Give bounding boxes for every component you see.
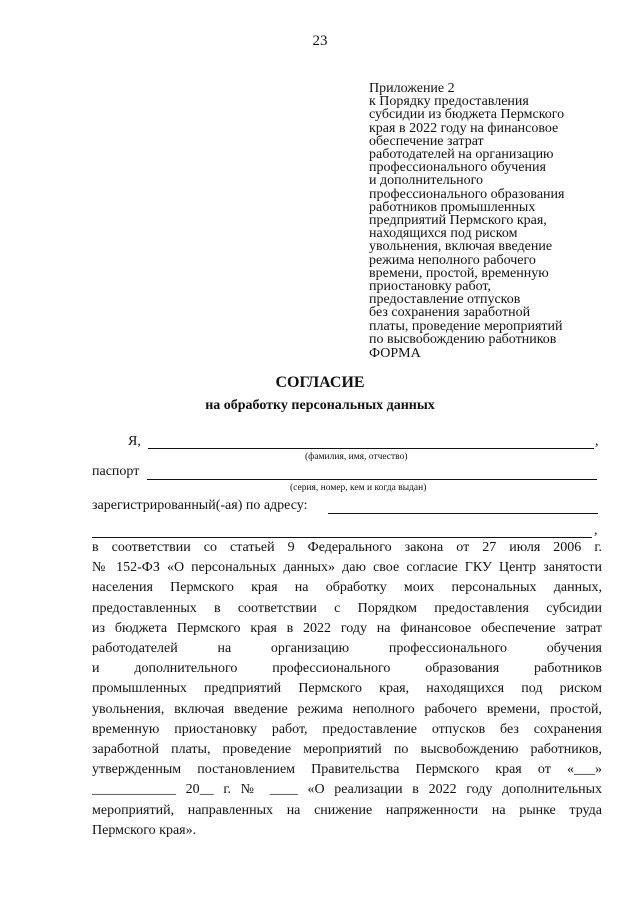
- address-label: зарегистрированный(-ая) по адресу:: [92, 498, 308, 513]
- appendix-line: субсидии из бюджета Пермского: [369, 107, 565, 123]
- body-line: работодателей на организацию профессионального обучения: [92, 641, 602, 657]
- appendix-line: к Порядку предоставления: [369, 94, 529, 110]
- appendix-line: увольнения, включая введение: [369, 239, 553, 255]
- appendix-line: и дополнительного: [369, 173, 483, 189]
- page-number: 23: [312, 33, 328, 49]
- body-line: увольнения, включая введение режима неполного рабочего времени, простой,: [92, 701, 602, 717]
- body-line: № 152-ФЗ «О персональных данных» даю свое согласие ГКУ Центр занятости: [92, 560, 602, 576]
- appendix-line: Приложение 2: [369, 81, 455, 96]
- body-line: ____________ 20__ г. № ____ «О реализации в 2022 году дополнительных: [92, 782, 602, 798]
- body-line: Пермского края».: [92, 822, 197, 838]
- body-line: предоставленных в соответствии с Порядком предоставления субсидии: [92, 600, 602, 616]
- appendix-header: [369, 82, 619, 346]
- appendix-line: приостановку работ,: [369, 279, 491, 295]
- body-line: населения Пермского края на обработку моих персональных данных,: [92, 580, 602, 596]
- name-end-comma: ,: [595, 434, 599, 449]
- passport-label: паспорт: [92, 464, 140, 479]
- body-line: в соответствии со статьей 9 Федерального закона от 27 июля 2006 г.: [92, 540, 602, 555]
- appendix-line: профессионального образования: [369, 186, 565, 202]
- body-line: заработной платы, проведение мероприятий по высвобождению работников,: [92, 742, 602, 758]
- appendix-line: находящихся под риском: [369, 226, 518, 242]
- appendix-line: предоставление отпусков: [369, 292, 521, 308]
- body-line: временную приостановку работ, предоставление отпусков без сохранения: [92, 721, 602, 737]
- appendix-line: обеспечение затрат: [369, 133, 484, 149]
- appendix-line: края в 2022 году на финансовое: [369, 120, 559, 136]
- address-end-comma: ,: [594, 523, 598, 538]
- body-line: мероприятий, направленных на снижение напряженности на рынке труда: [92, 802, 602, 818]
- document-title: СОГЛАСИЕ: [275, 374, 365, 391]
- body-line: из бюджета Пермского края в 2022 году на финансовое обеспечение затрат: [92, 620, 602, 636]
- document-subtitle: на обработку персональных данных: [205, 398, 435, 413]
- appendix-line: предприятий Пермского края,: [369, 213, 547, 229]
- name-input-line[interactable]: [148, 448, 594, 449]
- appendix-line: по высвобождению работников: [369, 331, 557, 347]
- appendix-line: профессионального обучения: [369, 160, 546, 176]
- body-line: промышленных предприятий Пермского края, находящихся под риском: [92, 681, 602, 697]
- appendix-line: без сохранения заработной: [369, 305, 531, 321]
- address-input-line-1[interactable]: [328, 513, 598, 514]
- appendix-line: режима неполного рабочего: [369, 252, 536, 268]
- passport-input-line[interactable]: [147, 479, 597, 480]
- name-label: Я,: [128, 434, 141, 449]
- form-label: ФОРМА: [369, 346, 421, 361]
- name-hint: (фамилия, имя, отчество): [305, 452, 408, 462]
- appendix-line: работников промышленных: [369, 199, 536, 215]
- consent-body: [92, 538, 602, 841]
- appendix-line: времени, простой, временную: [369, 265, 549, 281]
- passport-hint: (серия, номер, кем и когда выдан): [290, 483, 427, 493]
- body-line: и дополнительного профессионального образования работников: [92, 661, 602, 677]
- body-line: утвержденным постановлением Правительства Пермского края от «___»: [92, 762, 602, 778]
- appendix-line: платы, проведение мероприятий: [369, 318, 563, 334]
- appendix-line: работодателей на организацию: [369, 147, 554, 163]
